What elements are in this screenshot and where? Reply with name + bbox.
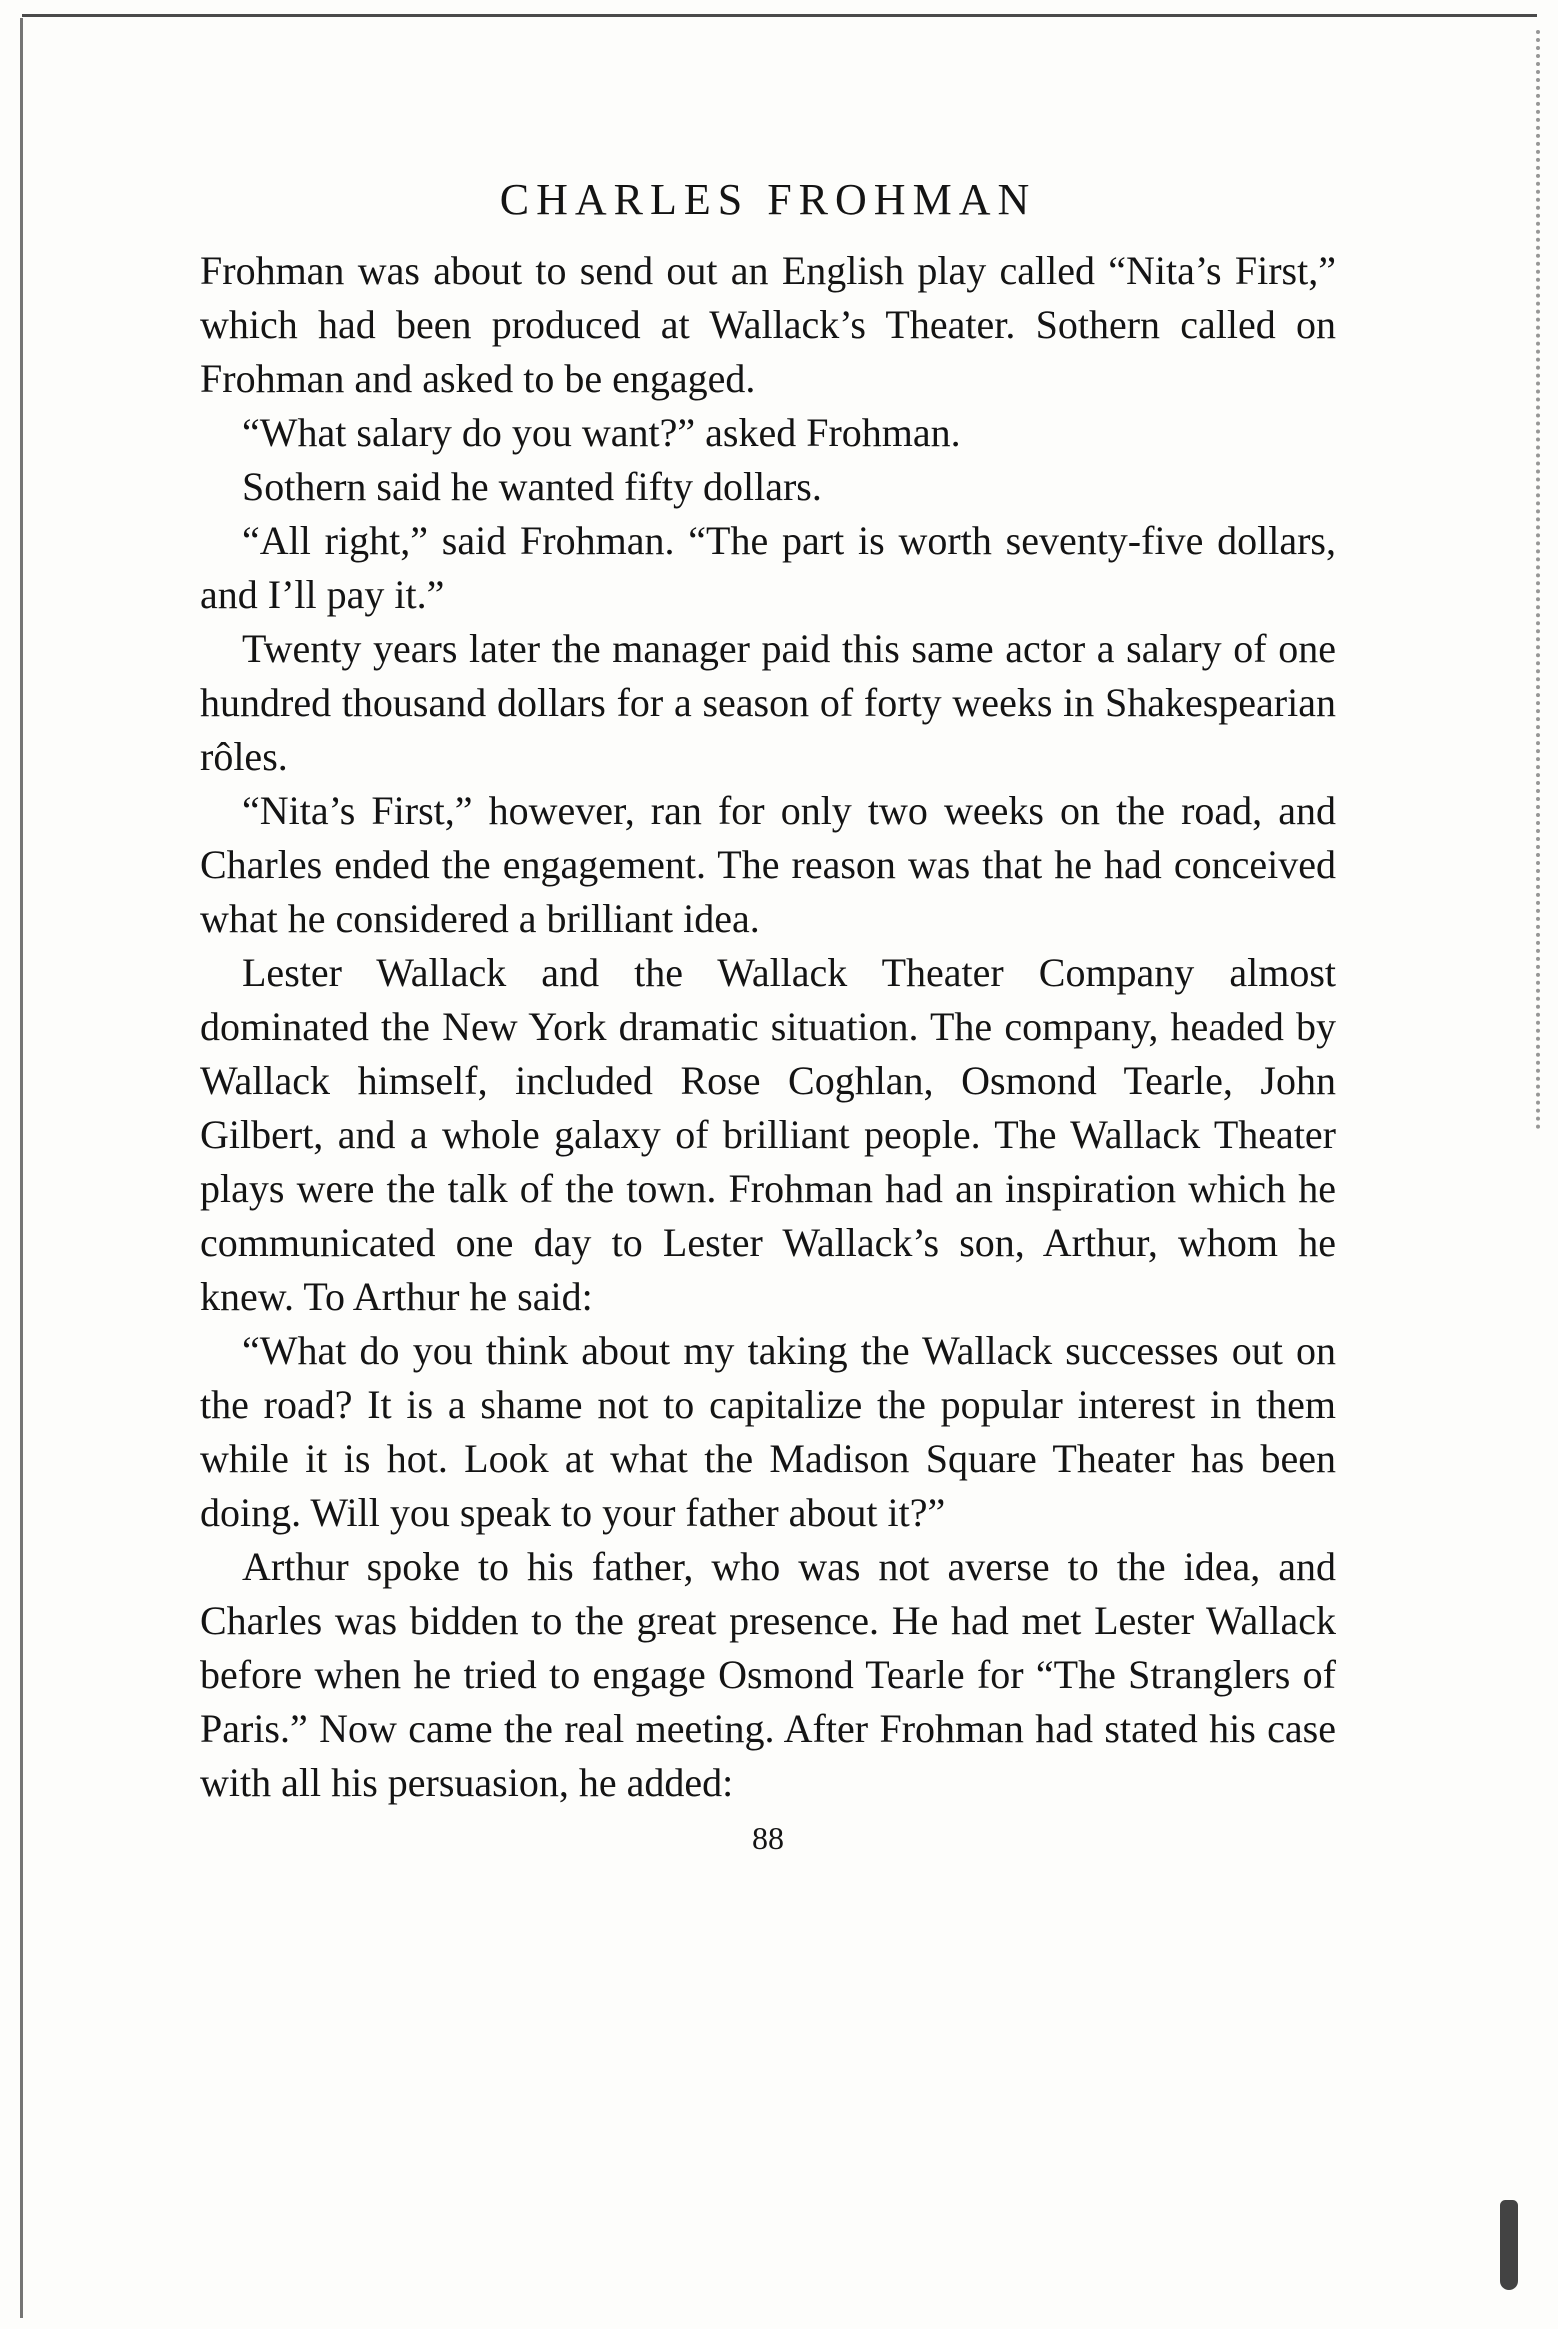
page-edge-right: [1530, 30, 1540, 1130]
page-edge-top: [22, 14, 1537, 23]
page-edge-left: [20, 18, 28, 2318]
paragraph: Frohman was about to send out an English play called “Nita’s First,” which had been produced at Wallack’s Theater. Sothern called on Frohman and asked to be engaged.: [200, 248, 1336, 401]
paragraph: “All right,” said Frohman. “The part is worth seventy-five dollars, and I’ll pay it.”: [200, 518, 1336, 617]
paragraph: “What do you think about my taking the Wallack successes out on the road? It is a shame not to capitalize the popular interest in them while it is hot. Look at what the Madison Square Theater has been doing. Will you speak to your father about it?”: [200, 1328, 1336, 1535]
paragraph: Twenty years later the manager paid this same actor a salary of one hundred thousand dollars for a season of forty weeks in Shakespearian rôles.: [200, 626, 1336, 779]
paragraph: “Nita’s First,” however, ran for only two weeks on the road, and Charles ended the engagement. The reason was that he had conceived what he considered a brilliant idea.: [200, 788, 1336, 941]
paragraph: “What salary do you want?” asked Frohman.: [242, 410, 961, 455]
page-number: 88: [752, 1820, 784, 1856]
paragraph: Sothern said he wanted fifty dollars.: [242, 464, 822, 509]
page-content: [200, 170, 1336, 1860]
running-head: CHARLES FROHMAN: [499, 175, 1037, 224]
paragraph: Lester Wallack and the Wallack Theater Company almost dominated the New York dramatic situation. The company, headed by Wallack himself, included Rose Coghlan, Osmond Tearle, John Gilbert, and a whole galaxy of brilliant people. The Wallack Theater plays were the talk of the town. Frohman had an inspiration which he communicated one day to Lester Wallack’s son, Arthur, whom he knew. To Arthur he said:: [200, 950, 1336, 1319]
paragraph: Arthur spoke to his father, who was not averse to the idea, and Charles was bidden to the great presence. He had met Lester Wallack before when he tried to engage Osmond Tearle for “The Stranglers of Paris.” Now came the real meeting. After Frohman had stated his case with all his persuasion, he added:: [200, 1544, 1336, 1805]
scan-artifact-mark: [1500, 2200, 1518, 2290]
